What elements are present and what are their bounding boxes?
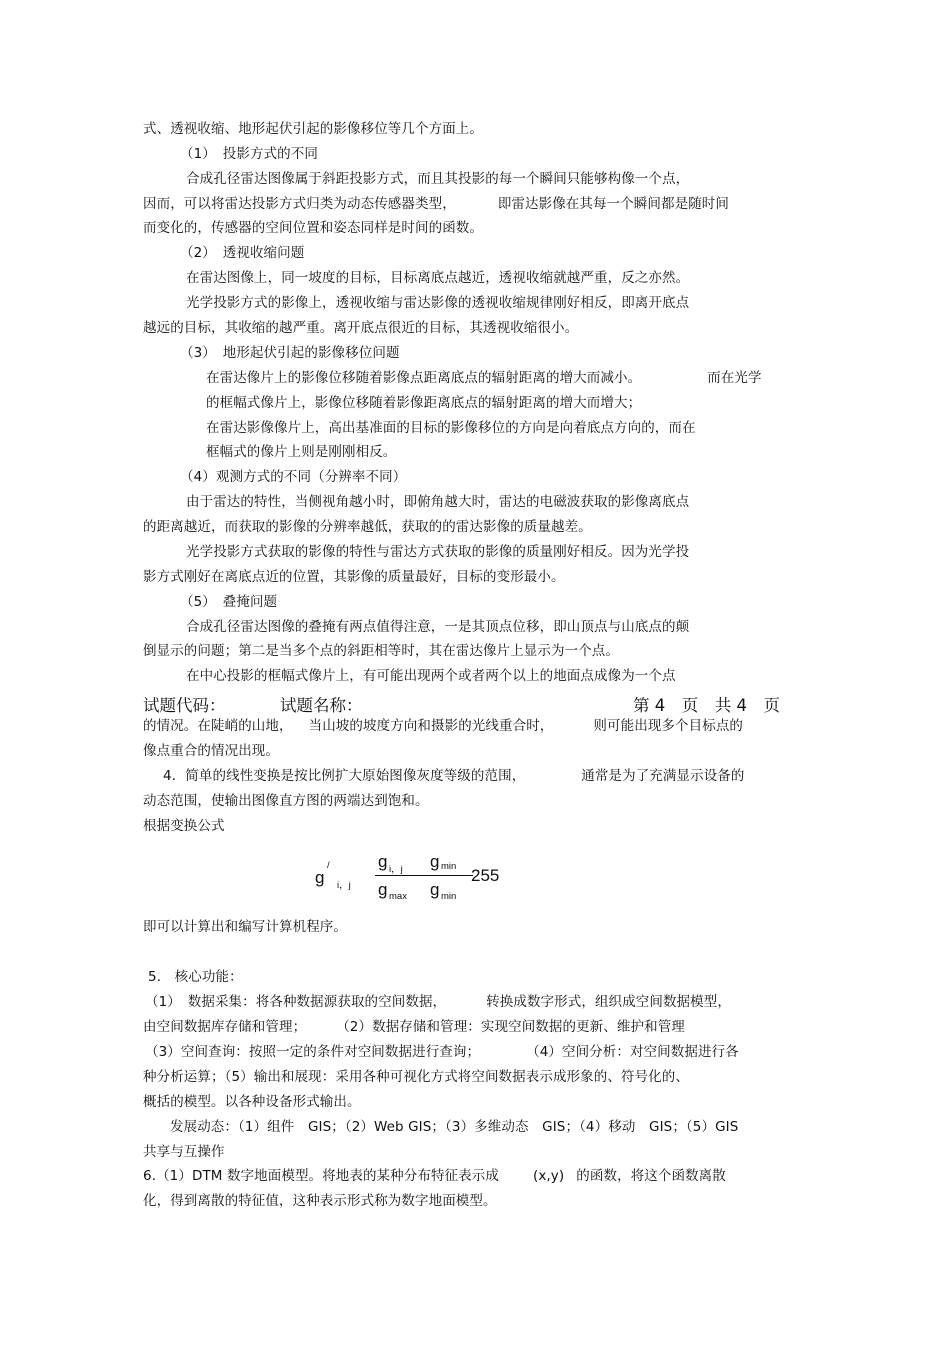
formula-numerator-subscript: i，j <box>389 864 403 875</box>
text-segment: 通常是为了充满显示设备的 <box>581 768 745 784</box>
text-line <box>143 195 729 213</box>
text-line: 像点重合的情况出现。 <box>143 743 279 759</box>
text-line: 化，得到离散的特征值，这种表示形式称为数字地面模型。 <box>143 1193 497 1209</box>
text-segment: 则可能出现多个目标点的 <box>593 718 744 734</box>
formula-denominator-min: g <box>430 880 440 899</box>
formula-factor: 255 <box>471 866 500 885</box>
text-line: （2） 透视收缩问题 <box>180 245 305 261</box>
text-line: 倒显示的问题；第二是当多个点的斜距相等时，其在雷达像片上显示为一个点。 <box>143 643 619 659</box>
formula-lhs: g <box>315 868 325 887</box>
text-line: （4）观测方式的不同（分辨率不同） <box>180 469 407 485</box>
linear-stretch-formula <box>312 850 512 906</box>
text-line: 共享与互操作 <box>143 1144 225 1160</box>
formula-denominator-max: g <box>378 880 388 899</box>
page-number: 第 4 页 共 4 页 <box>633 696 780 715</box>
text-segment: （3）空间查询：按照一定的条件对空间数据进行查询； <box>145 1044 481 1060</box>
text-segment: 而在光学 <box>707 370 762 386</box>
text-line: 种分析运算；（5）输出和展现：采用各种可视化方式将空间数据表示成形象的、符号化的、 <box>143 1069 689 1085</box>
text-line <box>163 767 745 785</box>
exam-code-label: 试题代码： <box>143 696 226 715</box>
text-segment: 转换成数字形式，组织成空间数据模型， <box>486 994 731 1010</box>
formula-numerator-min-subscript: min <box>441 861 457 872</box>
text-line <box>206 369 762 387</box>
text-line: 根据变换公式 <box>143 818 225 834</box>
text-line: 在雷达影像像片上，高出基准面的目标的影像移位的方向是向着底点方向的，而在 <box>206 420 696 436</box>
text-segment: (x,y) <box>532 1168 565 1184</box>
text-line: （5） 叠掩问题 <box>180 594 278 610</box>
formula-lhs-prime: / <box>327 860 330 871</box>
text-segment: 即雷达影像在其每一个瞬间都是随时间 <box>497 196 730 212</box>
text-segment: 因而，可以将雷达投影方式归类为动态传感器类型， <box>143 196 456 212</box>
text-line: 概括的模型。以各种设备形式输出。 <box>143 1094 361 1110</box>
text-segment: （2）数据存储和管理：实现空间数据的更新、维护和管理 <box>336 1019 685 1035</box>
text-line: 而变化的，传感器的空间位置和姿态同样是时间的函数。 <box>143 220 483 236</box>
formula-numerator-min: g <box>430 852 440 871</box>
text-line: （3） 地形起伏引起的影像移位问题 <box>180 345 400 361</box>
formula-lhs-subscript: i，j <box>337 880 351 891</box>
text-line: 即可以计算出和编写计算机程序。 <box>143 919 347 935</box>
text-segment: 由空间数据库存储和管理； <box>143 1019 307 1035</box>
formula-numerator-term: g <box>378 852 388 871</box>
text-line: 合成孔径雷达图像属于斜距投影方式，而且其投影的每一个瞬间只能够构像一个点， <box>186 171 690 187</box>
text-segment: （4）空间分析：对空间数据进行各 <box>526 1044 739 1060</box>
text-line: 式、透视收缩、地形起伏引起的影像移位等几个方面上。 <box>143 121 483 137</box>
text-segment: 的情况。在陡峭的山地， <box>143 718 293 734</box>
text-line <box>143 1167 726 1185</box>
text-line: 框幅式的像片上则是刚刚相反。 <box>206 444 397 460</box>
text-line: 由于雷达的特性，当侧视角越小时，即俯角越大时，雷达的电磁波获取的影像离底点 <box>186 494 690 510</box>
fraction-bar <box>375 875 473 876</box>
text-line: 合成孔径雷达图像的叠掩有两点值得注意，一是其顶点位移，即山顶点与山底点的颠 <box>186 619 690 635</box>
text-segment: 在雷达像片上的影像位移随着影像点距离底点的辐射距离的增大而减小。 <box>206 370 642 386</box>
text-line: 在雷达图像上，同一坡度的目标，目标离底点越近，透视收缩就越严重，反之亦然。 <box>186 270 690 286</box>
text-line <box>145 1043 739 1061</box>
text-line <box>143 717 743 735</box>
page-footer <box>143 692 783 714</box>
text-line: （1） 投影方式的不同 <box>180 146 318 162</box>
text-line: 的距离越近，而获取的影像的分辨率越低，获取的的雷达影像的质量越差。 <box>143 519 592 535</box>
text-line: 越远的目标，其收缩的越严重。离开底点很近的目标，其透视收缩很小。 <box>143 320 579 336</box>
text-segment: 6.（1）DTM 数字地面模型。将地表的某种分布特征表示成 <box>143 1168 499 1184</box>
text-line: 的框幅式像片上，影像位移随着影像距离底点的辐射距离的增大而增大； <box>206 395 642 411</box>
text-line: 发展动态：（1）组件 GIS；（2）Web GIS；（3）多维动态 GIS；（4）移动 GIS；（5）GIS <box>170 1119 739 1135</box>
text-line: 5. 核心功能： <box>148 969 243 985</box>
text-segment: 当山坡的坡度方向和摄影的光线重合时， <box>308 718 554 734</box>
text-line: 光学投影方式的影像上，透视收缩与雷达影像的透视收缩规律刚好相反，即离开底点 <box>186 295 690 311</box>
text-line: 影方式刚好在离底点近的位置，其影像的质量最好，目标的变形最小。 <box>143 569 565 585</box>
text-line: 动态范围，使输出图像直方图的两端达到饱和。 <box>143 793 429 809</box>
text-line: 光学投影方式获取的影像的特性与雷达方式获取的影像的质量刚好相反。因为光学投 <box>186 544 690 560</box>
text-line: 在中心投影的框幅式像片上，有可能出现两个或者两个以上的地面点成像为一个点 <box>186 668 676 684</box>
exam-name-label: 试题名称： <box>280 696 363 715</box>
formula-denominator-min-subscript: min <box>441 891 457 902</box>
text-line <box>145 993 731 1011</box>
text-segment: （1） 数据采集：将各种数据源获取的空间数据， <box>145 994 447 1010</box>
text-line <box>143 1018 685 1036</box>
text-segment: 的函数，将这个函数离散 <box>576 1168 726 1184</box>
formula-denominator-max-subscript: max <box>389 891 407 902</box>
text-segment: 4．简单的线性变换是按比例扩大原始图像灰度等级的范围， <box>163 768 526 784</box>
